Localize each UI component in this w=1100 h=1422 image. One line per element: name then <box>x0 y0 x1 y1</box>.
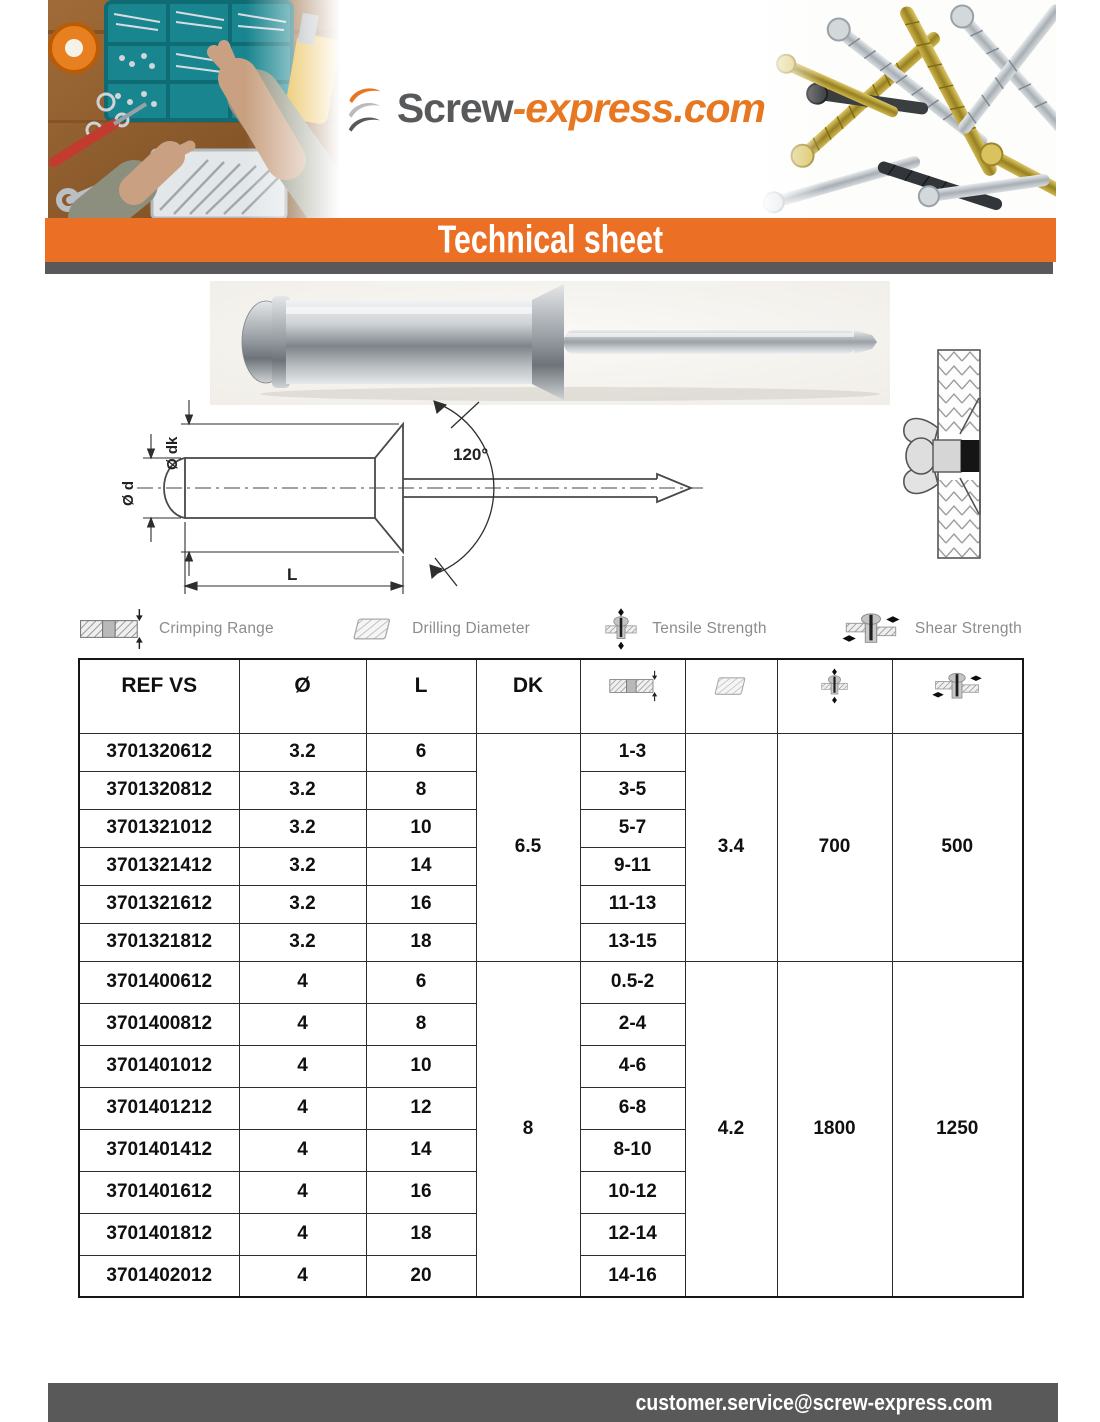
legend-label: Shear Strength <box>914 620 1022 637</box>
cell-tensile-strength-merged: 700 <box>777 733 892 961</box>
cell-crimping-range: 10-12 <box>580 1171 685 1213</box>
footer-bar <box>48 1383 1058 1422</box>
cell-crimping-range: 12-14 <box>580 1213 685 1255</box>
col-header-length: L <box>366 659 476 733</box>
tensile-strength-icon <box>821 663 848 709</box>
cell-length: 6 <box>366 961 476 1003</box>
cell-crimping-range: 5-7 <box>580 809 685 847</box>
cell-length: 14 <box>366 847 476 885</box>
cell-shear-strength-merged: 1250 <box>892 961 1023 1297</box>
legend-item-crimping-range <box>78 608 274 650</box>
table-row <box>79 733 1023 771</box>
screw-express-logo-icon <box>345 68 385 148</box>
col-header-shear-strength <box>892 659 1023 733</box>
cell-length: 12 <box>366 1087 476 1129</box>
cell-length: 8 <box>366 771 476 809</box>
dim-label-angle: 120° <box>453 445 489 464</box>
cell-ref: 3701321812 <box>79 923 239 961</box>
col-header-ref: REF VS <box>79 659 239 733</box>
col-header-drilling-diameter <box>685 659 777 733</box>
cell-crimping-range: 9-11 <box>580 847 685 885</box>
col-header-diameter: Ø <box>239 659 366 733</box>
col-header-tensile-strength <box>777 659 892 733</box>
cell-diameter: 4 <box>239 1213 366 1255</box>
cell-length: 10 <box>366 809 476 847</box>
col-header-dk: DK <box>476 659 580 733</box>
cell-crimping-range: 0.5-2 <box>580 961 685 1003</box>
cell-ref: 3701320612 <box>79 733 239 771</box>
cell-crimping-range: 6-8 <box>580 1087 685 1129</box>
drilling-diameter-icon <box>349 616 397 643</box>
shear-strength-icon <box>842 610 900 648</box>
dim-label-d: Ø d <box>120 481 137 506</box>
page-title: Technical sheet <box>437 217 664 262</box>
table-row <box>79 961 1023 1003</box>
cell-diameter: 4 <box>239 1045 366 1087</box>
cell-diameter: 3.2 <box>239 733 366 771</box>
contact-email: customer.service@screw-express.com <box>635 1389 992 1415</box>
cell-crimping-range: 8-10 <box>580 1129 685 1171</box>
cell-ref: 3701400612 <box>79 961 239 1003</box>
cell-crimping-range: 2-4 <box>580 1003 685 1045</box>
tensile-strength-icon <box>605 603 637 655</box>
cell-diameter: 4 <box>239 961 366 1003</box>
spec-table-body <box>79 733 1023 1297</box>
legend-item-drilling-diameter <box>349 616 530 643</box>
cell-diameter: 4 <box>239 1255 366 1297</box>
cell-shear-strength-merged: 500 <box>892 733 1023 961</box>
cell-length: 16 <box>366 885 476 923</box>
rivet-technical-drawing <box>55 398 705 600</box>
cell-crimping-range: 13-15 <box>580 923 685 961</box>
crimping-range-icon <box>608 670 658 702</box>
drilling-diameter-icon <box>711 675 751 698</box>
cell-length: 18 <box>366 923 476 961</box>
cell-drilling-diameter-merged: 3.4 <box>685 733 777 961</box>
installed-rivet-cross-section <box>898 348 994 560</box>
cell-ref: 3701402012 <box>79 1255 239 1297</box>
shear-strength-icon <box>932 670 982 703</box>
divider-stripe <box>45 262 1053 274</box>
legend <box>78 604 1022 654</box>
cell-crimping-range: 1-3 <box>580 733 685 771</box>
cell-drilling-diameter-merged: 4.2 <box>685 961 777 1297</box>
cell-crimping-range: 3-5 <box>580 771 685 809</box>
spec-table <box>78 658 1024 1298</box>
cell-diameter: 3.2 <box>239 885 366 923</box>
rivet-product-photo <box>210 281 890 405</box>
cell-ref: 3701320812 <box>79 771 239 809</box>
legend-label: Crimping Range <box>159 620 274 637</box>
cell-diameter: 3.2 <box>239 923 366 961</box>
title-banner <box>45 218 1056 262</box>
cell-crimping-range: 14-16 <box>580 1255 685 1297</box>
legend-label: Drilling Diameter <box>412 620 531 637</box>
cell-length: 20 <box>366 1255 476 1297</box>
logo-suffix: -express.com <box>512 84 765 131</box>
cell-ref: 3701401812 <box>79 1213 239 1255</box>
cell-diameter: 3.2 <box>239 809 366 847</box>
cell-ref: 3701401612 <box>79 1171 239 1213</box>
legend-label: Tensile Strength <box>652 620 767 637</box>
cell-ref: 3701401012 <box>79 1045 239 1087</box>
table-header-row <box>79 659 1023 733</box>
col-header-crimping-range <box>580 659 685 733</box>
legend-item-tensile-strength <box>605 603 766 655</box>
screws-pile-photo <box>760 0 1056 218</box>
cell-dk-merged: 8 <box>476 961 580 1297</box>
cell-diameter: 4 <box>239 1003 366 1045</box>
logo-text <box>397 85 765 132</box>
dim-label-length: L <box>287 565 298 584</box>
cell-length: 14 <box>366 1129 476 1171</box>
cell-ref: 3701400812 <box>79 1003 239 1045</box>
cell-diameter: 4 <box>239 1171 366 1213</box>
cell-diameter: 4 <box>239 1087 366 1129</box>
cell-length: 18 <box>366 1213 476 1255</box>
cell-ref: 3701401212 <box>79 1087 239 1129</box>
cell-diameter: 3.2 <box>239 771 366 809</box>
legend-item-shear-strength <box>842 610 1022 648</box>
cell-ref: 3701321012 <box>79 809 239 847</box>
workbench-photo <box>48 0 340 218</box>
logo-brand: Screw <box>396 84 513 131</box>
cell-length: 6 <box>366 733 476 771</box>
cell-length: 8 <box>366 1003 476 1045</box>
crimping-range-icon <box>78 608 144 650</box>
cell-crimping-range: 4-6 <box>580 1045 685 1087</box>
dim-label-dk: Ø dk <box>164 436 181 470</box>
cell-ref: 3701401412 <box>79 1129 239 1171</box>
logo <box>345 58 765 158</box>
cell-diameter: 4 <box>239 1129 366 1171</box>
cell-length: 10 <box>366 1045 476 1087</box>
cell-diameter: 3.2 <box>239 847 366 885</box>
cell-dk-merged: 6.5 <box>476 733 580 961</box>
cell-tensile-strength-merged: 1800 <box>777 961 892 1297</box>
cell-ref: 3701321412 <box>79 847 239 885</box>
tape-measure <box>50 24 98 72</box>
cell-length: 16 <box>366 1171 476 1213</box>
cell-crimping-range: 11-13 <box>580 885 685 923</box>
cell-ref: 3701321612 <box>79 885 239 923</box>
